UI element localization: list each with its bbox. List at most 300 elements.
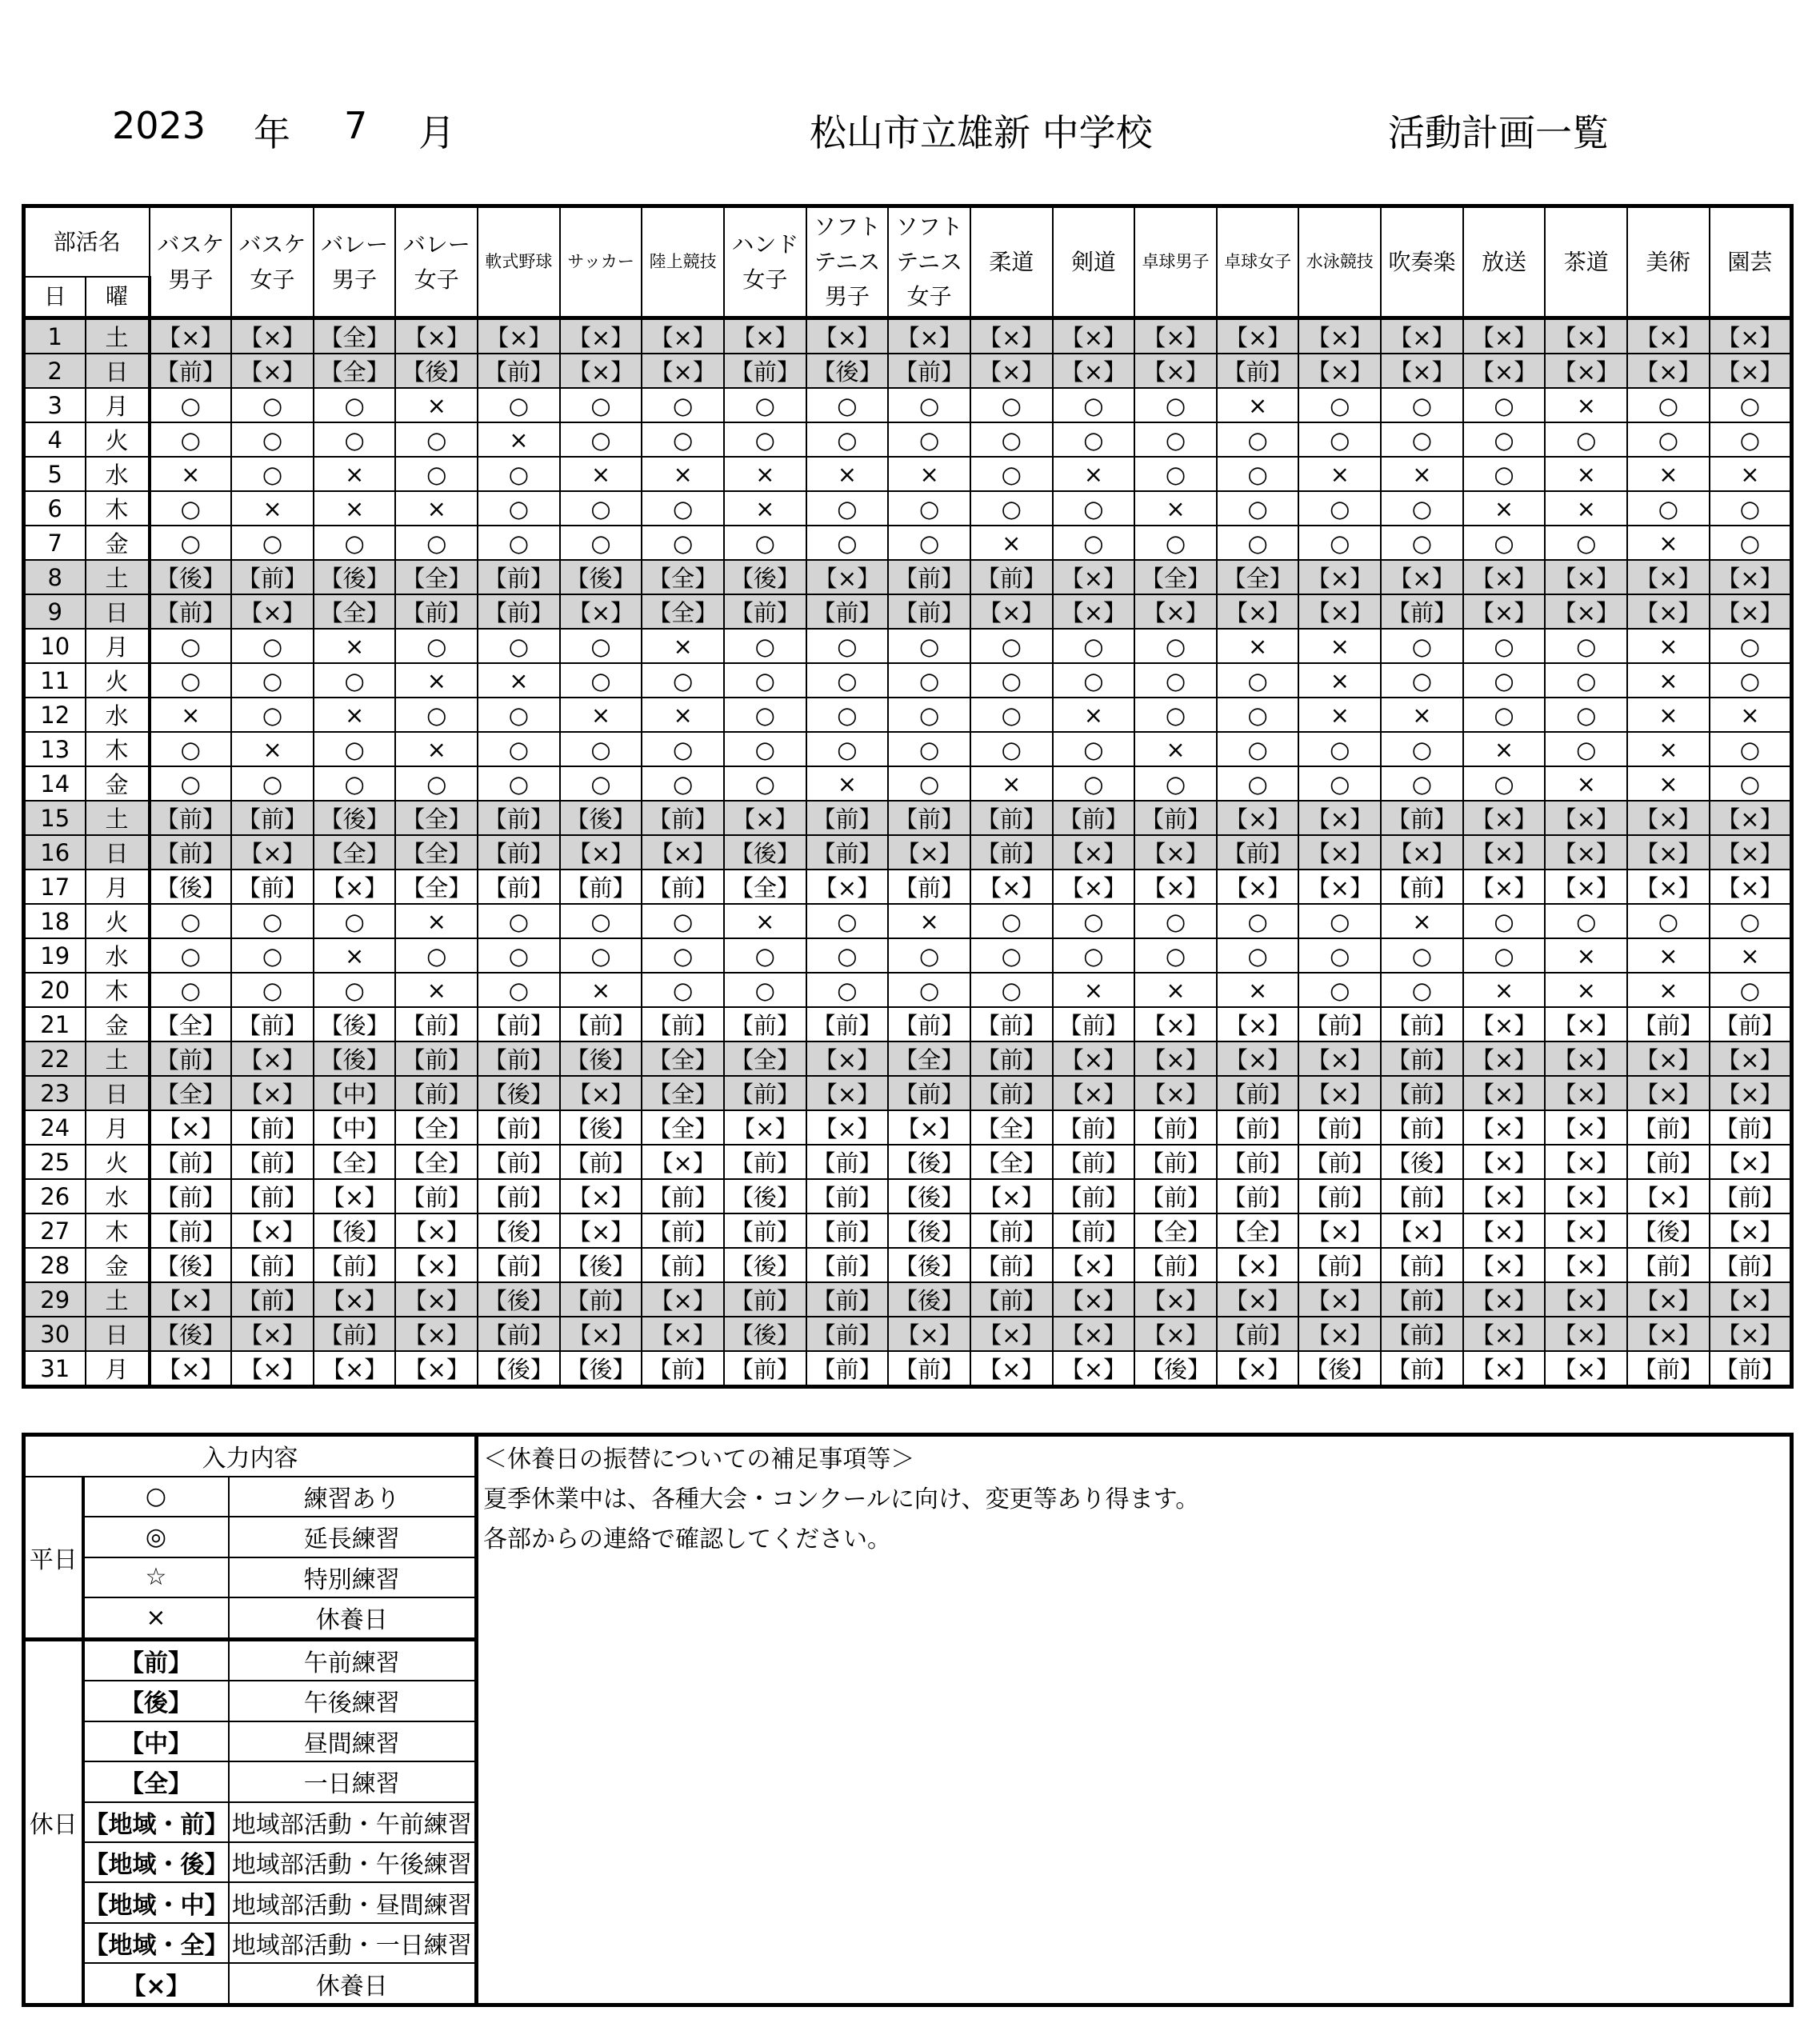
weekday-cell: 土: [86, 318, 150, 354]
schedule-cell: ○: [395, 766, 478, 801]
schedule-cell: 【後】: [314, 801, 396, 835]
schedule-cell: 【後】: [478, 1351, 560, 1387]
schedule-cell: 【前】: [642, 1351, 724, 1387]
schedule-cell: 【前】: [1381, 1110, 1463, 1145]
schedule-cell: 【後】: [560, 1041, 642, 1076]
schedule-cell: 【全】: [642, 1110, 724, 1145]
schedule-cell: 【×】: [150, 1110, 232, 1145]
schedule-cell: ○: [231, 422, 314, 457]
schedule-cell: ○: [1134, 422, 1217, 457]
day-number: 2: [24, 354, 86, 388]
schedule-cell: ○: [1463, 422, 1546, 457]
schedule-cell: ○: [1545, 732, 1627, 766]
schedule-cell: ○: [150, 663, 232, 698]
legend-symbol-text: 【地域・前】: [84, 1810, 229, 1839]
day-number: 13: [24, 732, 86, 766]
schedule-cell: ○: [150, 422, 232, 457]
schedule-cell: ○: [560, 526, 642, 560]
legend-group-weekday: 平日: [24, 1477, 83, 1639]
day-number: 18: [24, 904, 86, 938]
schedule-cell: ×: [395, 904, 478, 938]
weekday-cell: 水: [86, 938, 150, 973]
schedule-cell: 【×】: [1545, 1145, 1627, 1179]
schedule-cell: 【全】: [395, 1110, 478, 1145]
schedule-cell: 【×】: [1545, 1351, 1627, 1387]
schedule-cell: ○: [1217, 526, 1299, 560]
schedule-cell: ○: [1710, 766, 1792, 801]
schedule-cell: ○: [1053, 766, 1135, 801]
schedule-cell: ×: [1463, 491, 1546, 526]
schedule-cell: 【×】: [1217, 1007, 1299, 1041]
schedule-cell: ○: [150, 973, 232, 1007]
schedule-cell: ○: [724, 388, 806, 422]
schedule-cell: ○: [806, 904, 889, 938]
legend-symbol-text: 【地域・後】: [84, 1851, 229, 1880]
schedule-cell: 【前】: [970, 1213, 1053, 1248]
schedule-cell: 【×】: [1298, 1213, 1381, 1248]
schedule-cell: ○: [314, 766, 396, 801]
schedule-cell: 【前】: [478, 1248, 560, 1282]
schedule-cell: 【前】: [806, 1007, 889, 1041]
schedule-cell: 【後】: [395, 354, 478, 388]
club-header-line: 柔道: [989, 248, 1034, 275]
schedule-cell: ×: [1134, 732, 1217, 766]
schedule-cell: 【×】: [231, 835, 314, 870]
schedule-cell: 【×】: [1627, 560, 1710, 594]
schedule-cell: 【後】: [724, 1248, 806, 1282]
club-header: [150, 206, 232, 318]
schedule-cell: 【全】: [724, 1041, 806, 1076]
schedule-cell: 【×】: [970, 870, 1053, 904]
schedule-cell: 【前】: [1298, 1007, 1381, 1041]
schedule-cell: 【×】: [560, 1213, 642, 1248]
schedule-cell: ×: [1627, 629, 1710, 663]
schedule-cell: 【前】: [1298, 1248, 1381, 1282]
club-header-line: 吹奏楽: [1388, 248, 1456, 275]
schedule-cell: 【前】: [724, 594, 806, 629]
schedule-cell: 【前】: [642, 1179, 724, 1213]
day-number: 19: [24, 938, 86, 973]
schedule-cell: ○: [806, 938, 889, 973]
schedule-cell: 【後】: [724, 835, 806, 870]
schedule-cell: ○: [970, 663, 1053, 698]
schedule-cell: 【後】: [478, 1076, 560, 1110]
schedule-cell: 【×】: [395, 1282, 478, 1317]
day-number: 25: [24, 1145, 86, 1179]
schedule-cell: 【前】: [478, 1145, 560, 1179]
club-header-line: ソフト: [895, 214, 963, 241]
schedule-cell: 【前】: [970, 835, 1053, 870]
legend-meaning: 午後練習: [229, 1681, 477, 1721]
schedule-cell: 【×】: [1053, 560, 1135, 594]
schedule-cell: 【×】: [1710, 560, 1792, 594]
schedule-cell: ○: [1710, 526, 1792, 560]
schedule-cell: ○: [231, 698, 314, 732]
schedule-cell: 【×】: [1134, 594, 1217, 629]
schedule-cell: 【×】: [150, 1282, 232, 1317]
schedule-cell: ×: [1217, 973, 1299, 1007]
schedule-cell: ○: [970, 629, 1053, 663]
schedule-cell: ○: [560, 663, 642, 698]
club-header: [1134, 206, 1217, 318]
day-number: 11: [24, 663, 86, 698]
schedule-cell: 【前】: [1381, 1317, 1463, 1351]
weekday-cell: 水: [86, 698, 150, 732]
legend-symbol-text: 【全】: [120, 1770, 192, 1799]
schedule-cell: ○: [970, 973, 1053, 1007]
schedule-cell: 【前】: [150, 801, 232, 835]
table-row: [24, 904, 1792, 938]
schedule-cell: 【×】: [1463, 1282, 1546, 1317]
schedule-cell: 【全】: [314, 835, 396, 870]
schedule-cell: ○: [888, 491, 970, 526]
schedule-cell: 【前】: [642, 1007, 724, 1041]
schedule-cell: 【×】: [1545, 354, 1627, 388]
schedule-cell: ×: [1545, 491, 1627, 526]
schedule-cell: 【×】: [888, 1317, 970, 1351]
day-number: 27: [24, 1213, 86, 1248]
activity-plan-table: [22, 204, 1794, 1389]
schedule-cell: 【×】: [1710, 1317, 1792, 1351]
schedule-cell: ×: [395, 663, 478, 698]
schedule-cell: ×: [724, 457, 806, 491]
header-month-unit: 月: [418, 111, 455, 154]
day-number: 6: [24, 491, 86, 526]
schedule-cell: ○: [1710, 422, 1792, 457]
legend-symbol: [83, 1882, 229, 1922]
schedule-cell: 【×】: [231, 1041, 314, 1076]
schedule-cell: ×: [724, 904, 806, 938]
legend-meaning: 地域部活動・午後練習: [229, 1842, 477, 1882]
schedule-cell: 【×】: [806, 318, 889, 354]
club-header-line: 水泳競技: [1306, 252, 1374, 272]
table-row: [24, 663, 1792, 698]
schedule-cell: ×: [314, 629, 396, 663]
schedule-cell: 【×】: [1545, 801, 1627, 835]
schedule-cell: 【×】: [314, 1351, 396, 1387]
day-number: 20: [24, 973, 86, 1007]
schedule-cell: ×: [395, 973, 478, 1007]
club-header-line: 剣道: [1070, 248, 1116, 275]
schedule-cell: ○: [1298, 904, 1381, 938]
legend-symbol: [83, 1681, 229, 1721]
weekday-cell: 土: [86, 801, 150, 835]
schedule-cell: ×: [1298, 663, 1381, 698]
schedule-cell: 【前】: [314, 1317, 396, 1351]
schedule-cell: ○: [888, 629, 970, 663]
schedule-cell: 【後】: [150, 1317, 232, 1351]
schedule-cell: 【前】: [231, 560, 314, 594]
schedule-cell: 【×】: [1381, 560, 1463, 594]
schedule-cell: 【前】: [231, 801, 314, 835]
schedule-cell: ×: [1545, 938, 1627, 973]
schedule-cell: 【全】: [642, 1041, 724, 1076]
schedule-cell: ○: [1710, 629, 1792, 663]
legend-meaning: 午前練習: [229, 1639, 477, 1681]
schedule-cell: 【×】: [642, 835, 724, 870]
schedule-cell: 【前】: [1134, 1145, 1217, 1179]
schedule-cell: ○: [888, 663, 970, 698]
schedule-cell: ○: [560, 629, 642, 663]
legend-meaning: 地域部活動・昼間練習: [229, 1882, 477, 1922]
schedule-cell: 【全】: [395, 1145, 478, 1179]
schedule-cell: 【×】: [1545, 835, 1627, 870]
table-row: [24, 1213, 1792, 1248]
schedule-cell: ×: [1053, 698, 1135, 732]
schedule-cell: ○: [642, 422, 724, 457]
schedule-cell: ○: [231, 663, 314, 698]
club-header-line: バレー: [402, 231, 470, 258]
schedule-cell: 【前】: [1217, 1076, 1299, 1110]
schedule-cell: ○: [231, 457, 314, 491]
schedule-cell: ○: [150, 766, 232, 801]
club-header: [231, 206, 314, 318]
club-header: [970, 206, 1053, 318]
schedule-cell: 【×】: [806, 1076, 889, 1110]
schedule-cell: 【前】: [1053, 1213, 1135, 1248]
schedule-cell: ○: [970, 904, 1053, 938]
club-header: [1463, 206, 1546, 318]
schedule-cell: 【前】: [1217, 1145, 1299, 1179]
schedule-cell: 【後】: [806, 354, 889, 388]
schedule-cell: 【前】: [1381, 1076, 1463, 1110]
day-number: 4: [24, 422, 86, 457]
schedule-cell: ○: [642, 663, 724, 698]
notes-line1: 夏季休業中は、各種大会・コンクールに向け、変更等あり得ます。: [483, 1485, 1200, 1513]
schedule-cell: ×: [1627, 526, 1710, 560]
club-header: [560, 206, 642, 318]
schedule-cell: ○: [314, 388, 396, 422]
schedule-cell: 【×】: [150, 1351, 232, 1387]
schedule-cell: 【前】: [560, 870, 642, 904]
schedule-cell: ○: [1053, 732, 1135, 766]
schedule-cell: ○: [1217, 457, 1299, 491]
table-body: [24, 318, 1792, 1387]
club-header-line: ハンド: [731, 231, 799, 258]
schedule-cell: 【前】: [1134, 1248, 1217, 1282]
schedule-cell: 【後】: [150, 1248, 232, 1282]
schedule-cell: ○: [150, 491, 232, 526]
schedule-cell: 【前】: [1710, 1179, 1792, 1213]
schedule-cell: ○: [1381, 973, 1463, 1007]
schedule-cell: 【×】: [1298, 560, 1381, 594]
schedule-cell: ×: [1053, 457, 1135, 491]
schedule-cell: 【前】: [806, 1179, 889, 1213]
schedule-cell: 【全】: [1217, 1213, 1299, 1248]
club-header-line: 放送: [1482, 248, 1527, 275]
schedule-cell: ○: [1545, 698, 1627, 732]
schedule-cell: 【前】: [806, 1282, 889, 1317]
schedule-cell: 【前】: [1217, 1110, 1299, 1145]
schedule-cell: ○: [1134, 457, 1217, 491]
schedule-cell: 【×】: [1463, 1213, 1546, 1248]
legend-symbol: [83, 1923, 229, 1963]
schedule-cell: 【前】: [395, 1179, 478, 1213]
table-row: [24, 594, 1792, 629]
schedule-cell: 【×】: [1053, 1351, 1135, 1387]
schedule-cell: ×: [888, 457, 970, 491]
schedule-cell: 【前】: [806, 1145, 889, 1179]
header-month: 7: [344, 104, 368, 147]
schedule-cell: 【×】: [1710, 354, 1792, 388]
schedule-cell: 【前】: [1217, 1317, 1299, 1351]
weekday-column-label: 曜: [86, 277, 150, 318]
schedule-cell: ×: [642, 698, 724, 732]
schedule-cell: 【前】: [150, 835, 232, 870]
schedule-cell: 【×】: [888, 835, 970, 870]
schedule-cell: 【×】: [724, 318, 806, 354]
schedule-cell: ○: [478, 491, 560, 526]
weekday-cell: 木: [86, 491, 150, 526]
schedule-cell: ○: [560, 766, 642, 801]
schedule-cell: ○: [1053, 388, 1135, 422]
schedule-cell: 【×】: [1053, 1076, 1135, 1110]
schedule-cell: 【中】: [314, 1076, 396, 1110]
schedule-cell: 【×】: [1381, 318, 1463, 354]
schedule-cell: ○: [1134, 904, 1217, 938]
schedule-cell: 【後】: [1134, 1351, 1217, 1387]
schedule-cell: 【×】: [1545, 1110, 1627, 1145]
schedule-cell: 【前】: [1381, 1282, 1463, 1317]
schedule-cell: 【後】: [560, 801, 642, 835]
schedule-cell: 【×】: [560, 354, 642, 388]
schedule-cell: ○: [395, 457, 478, 491]
schedule-cell: 【×】: [1217, 801, 1299, 835]
schedule-cell: 【×】: [1627, 354, 1710, 388]
schedule-cell: ○: [1053, 422, 1135, 457]
club-header: [1217, 206, 1299, 318]
weekday-cell: 日: [86, 1317, 150, 1351]
schedule-cell: 【前】: [1627, 1248, 1710, 1282]
schedule-cell: 【後】: [314, 560, 396, 594]
schedule-cell: 【前】: [150, 1179, 232, 1213]
day-number: 9: [24, 594, 86, 629]
schedule-cell: ○: [314, 732, 396, 766]
schedule-cell: ×: [1627, 663, 1710, 698]
schedule-cell: 【前】: [1710, 1110, 1792, 1145]
schedule-cell: ○: [888, 938, 970, 973]
schedule-cell: ○: [1217, 491, 1299, 526]
schedule-cell: ○: [1463, 457, 1546, 491]
schedule-cell: ×: [231, 732, 314, 766]
schedule-cell: 【×】: [560, 835, 642, 870]
schedule-cell: ○: [1298, 422, 1381, 457]
schedule-cell: ×: [970, 526, 1053, 560]
schedule-cell: 【×】: [1627, 1317, 1710, 1351]
schedule-cell: ○: [970, 698, 1053, 732]
schedule-cell: 【前】: [1053, 1007, 1135, 1041]
schedule-cell: ○: [395, 526, 478, 560]
schedule-cell: 【×】: [888, 318, 970, 354]
schedule-cell: 【前】: [642, 1248, 724, 1282]
weekday-cell: 土: [86, 1041, 150, 1076]
schedule-cell: ○: [724, 732, 806, 766]
weekday-cell: 金: [86, 766, 150, 801]
schedule-cell: ○: [478, 388, 560, 422]
legend-symbol-text: 【後】: [120, 1689, 192, 1718]
schedule-cell: 【×】: [1463, 354, 1546, 388]
schedule-cell: ×: [1298, 629, 1381, 663]
schedule-cell: 【×】: [724, 1110, 806, 1145]
schedule-cell: 【×】: [395, 1351, 478, 1387]
schedule-cell: 【全】: [314, 354, 396, 388]
club-header: [1381, 206, 1463, 318]
club-header: [1298, 206, 1381, 318]
schedule-cell: ×: [1134, 491, 1217, 526]
schedule-cell: ○: [970, 938, 1053, 973]
schedule-cell: 【前】: [150, 1145, 232, 1179]
legend-symbol-text: 【×】: [122, 1972, 190, 2001]
legend-symbol: ○: [83, 1477, 229, 1517]
schedule-cell: ○: [806, 629, 889, 663]
schedule-cell: ×: [1710, 938, 1792, 973]
schedule-cell: ○: [1545, 422, 1627, 457]
table-row: [24, 560, 1792, 594]
club-header: [1627, 206, 1710, 318]
schedule-cell: 【×】: [1545, 1179, 1627, 1213]
schedule-cell: ○: [806, 526, 889, 560]
schedule-cell: 【×】: [395, 318, 478, 354]
schedule-cell: 【×】: [1710, 318, 1792, 354]
schedule-cell: ×: [150, 457, 232, 491]
schedule-cell: 【後】: [724, 1317, 806, 1351]
schedule-cell: 【前】: [314, 1248, 396, 1282]
schedule-cell: 【全】: [642, 1076, 724, 1110]
schedule-cell: 【前】: [1381, 1179, 1463, 1213]
schedule-cell: 【前】: [1710, 1351, 1792, 1387]
schedule-cell: 【前】: [150, 594, 232, 629]
schedule-cell: ○: [724, 663, 806, 698]
legend-meaning: 休養日: [229, 1963, 477, 2005]
club-header: [314, 206, 396, 318]
schedule-cell: ○: [395, 938, 478, 973]
schedule-cell: ○: [724, 938, 806, 973]
schedule-cell: 【前】: [1134, 1179, 1217, 1213]
club-header-line: 女子: [906, 283, 952, 310]
schedule-cell: 【全】: [970, 1145, 1053, 1179]
legend-meaning: 練習あり: [229, 1477, 477, 1517]
club-header: [395, 206, 478, 318]
schedule-cell: ○: [1134, 938, 1217, 973]
schedule-cell: 【前】: [478, 870, 560, 904]
schedule-cell: ×: [888, 904, 970, 938]
schedule-cell: ○: [1381, 766, 1463, 801]
club-header: [642, 206, 724, 318]
schedule-cell: ○: [1463, 388, 1546, 422]
schedule-cell: ○: [724, 698, 806, 732]
schedule-cell: 【前】: [724, 1282, 806, 1317]
weekday-cell: 月: [86, 1110, 150, 1145]
schedule-cell: ○: [478, 904, 560, 938]
schedule-cell: ×: [150, 698, 232, 732]
schedule-cell: 【前】: [1381, 1248, 1463, 1282]
schedule-cell: ○: [560, 388, 642, 422]
schedule-cell: ○: [724, 422, 806, 457]
club-header-line: バスケ: [238, 231, 306, 258]
weekday-cell: 月: [86, 870, 150, 904]
schedule-cell: ○: [1710, 973, 1792, 1007]
schedule-cell: 【前】: [1053, 801, 1135, 835]
schedule-cell: 【×】: [1053, 1248, 1135, 1282]
schedule-cell: 【×】: [1381, 835, 1463, 870]
legend-symbol: [83, 1761, 229, 1801]
schedule-cell: 【前】: [150, 354, 232, 388]
schedule-cell: ○: [478, 698, 560, 732]
table-row: [24, 1145, 1792, 1179]
schedule-cell: ○: [806, 663, 889, 698]
schedule-cell: ×: [1381, 904, 1463, 938]
schedule-cell: 【×】: [1710, 801, 1792, 835]
